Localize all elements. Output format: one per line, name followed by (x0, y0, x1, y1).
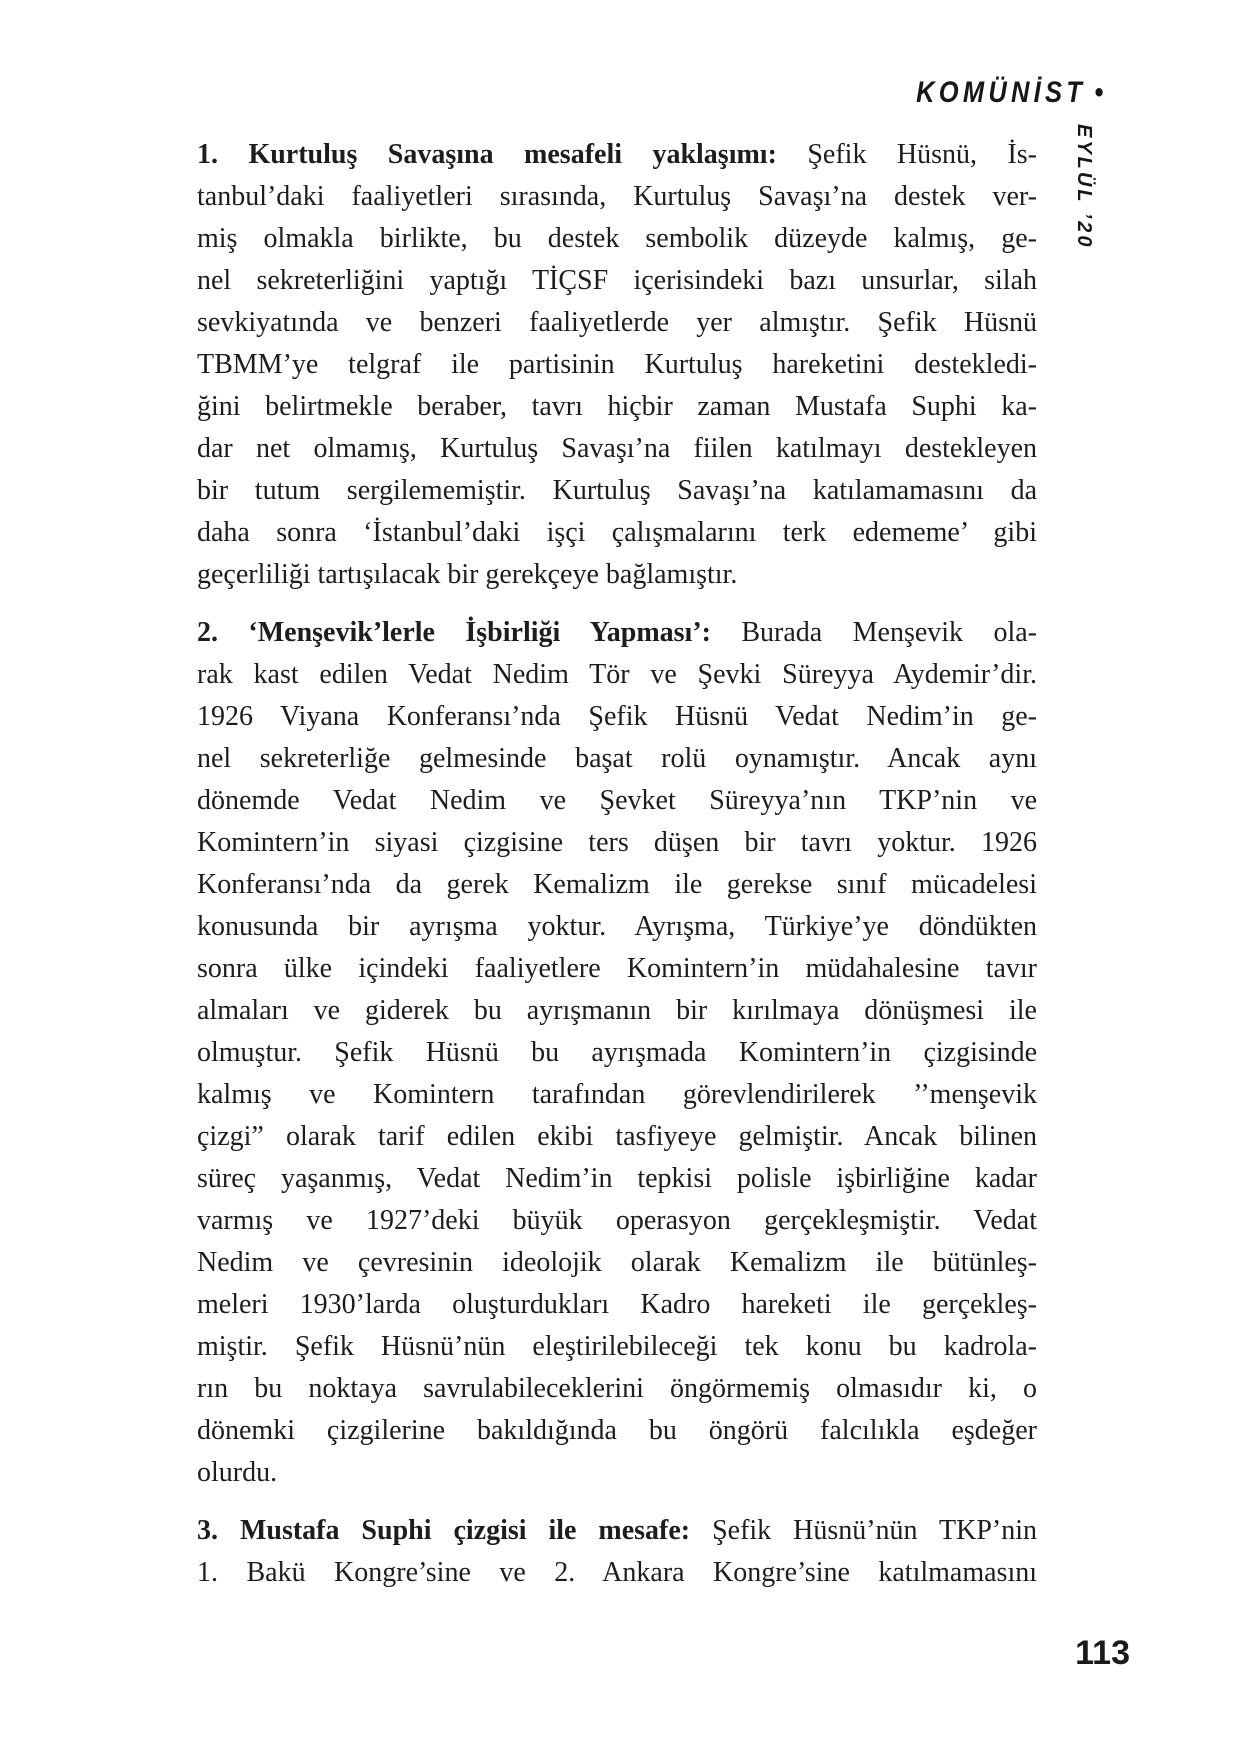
text-line: miştir. Şefik Hüsnü’nün eleştirilebileceği tek konu bu kadrola- (197, 1331, 1037, 1362)
text-line: çizgi” olarak tarif edilen ekibi tasfiyeye gelmiştir. Ancak bilinen (197, 1121, 1037, 1152)
text-line: miş olmakla birlikte, bu destek sembolik düzeyde kalmış, ge- (197, 223, 1037, 254)
running-head (917, 76, 1104, 110)
text-line: daha sonra ‘İstanbul’daki işçi çalışmalarını terk edememe’ gibi (197, 517, 1037, 548)
text-line: Komintern’in siyasi çizgisine ters düşen bir tavrı yoktur. 1926 (197, 827, 1037, 858)
text-line: dönemde Vedat Nedim ve Şevket Süreyya’nın TKP’nin ve (197, 785, 1037, 816)
body-text (197, 134, 1037, 1594)
text-line: dönemki çizgilerine bakıldığında bu öngörü falcılıkla eşdeğer (197, 1415, 1037, 1446)
text-line: 1. Bakü Kongre’sine ve 2. Ankara Kongre’sine katılmamasını (197, 1557, 1037, 1588)
text-line: Nedim ve çevresinin ideolojik olarak Kemalizm ile bütünleş- (197, 1247, 1037, 1278)
text-line: nel sekreterliğe gelmesinde başat rolü oynamıştır. Ancak aynı (197, 743, 1037, 774)
text-line: TBMM’ye telgraf ile partisinin Kurtuluş hareketini destekledi- (197, 349, 1037, 380)
text-line: bir tutum sergilememiştir. Kurtuluş Savaşı’na katılamamasını da (197, 475, 1037, 506)
paragraph-lead: 1. Kurtuluş Savaşına mesafeli yaklaşımı: (197, 139, 777, 170)
text-line: kalmış ve Komintern tarafından görevlendirilerek ’’menşevik (197, 1079, 1037, 1110)
text-line: konusunda bir ayrışma yoktur. Ayrışma, Türkiye’ye döndükten (197, 911, 1037, 942)
text-line: varmış ve 1927’deki büyük operasyon gerçekleşmiştir. Vedat (197, 1205, 1037, 1236)
text-line (197, 612, 1037, 654)
text-line: dar net olmamış, Kurtuluş Savaşı’na fiilen katılmayı destekleyen (197, 433, 1037, 464)
text-line: rın bu noktaya savrulabileceklerini öngörmemiş olmasıdır ki, o (197, 1373, 1037, 1404)
text-line: Konferansı’nda da gerek Kemalizm ile gerekse sınıf mücadelesi (197, 869, 1037, 900)
magazine-title: KOMÜNİST (916, 76, 1087, 109)
text-line (197, 1510, 1037, 1552)
paragraph (197, 134, 1037, 596)
text-line: süreç yaşanmış, Vedat Nedim’in tepkisi polisle işbirliğine kadar (197, 1163, 1037, 1194)
lead-line-rest: Şefik Hüsnü’nün TKP’nin (690, 1515, 1037, 1546)
text-line: ğini belirtmekle beraber, tavrı hiçbir zaman Mustafa Suphi ka- (197, 391, 1037, 422)
lead-line-rest: Şefik Hüsnü, İs- (776, 139, 1037, 170)
page-number: 113 (1075, 1634, 1130, 1672)
text-line: meleri 1930’larda oluşturdukları Kadro hareketi ile gerçekleş- (197, 1289, 1037, 1320)
paragraph-lead: 2. ‘Menşevik’lerle İşbirliği Yapması’: (197, 617, 711, 648)
text-line: almaları ve giderek bu ayrışmanın bir kırılmaya dönüşmesi ile (197, 995, 1037, 1026)
text-line (197, 134, 1037, 176)
text-line: tanbul’daki faaliyetleri sırasında, Kurtuluş Savaşı’na destek ver- (197, 181, 1037, 212)
text-line: olmuştur. Şefik Hüsnü bu ayrışmada Komintern’in çizgisinde (197, 1037, 1037, 1068)
text-line: rak kast edilen Vedat Nedim Tör ve Şevki Süreyya Aydemir’dir. (197, 659, 1037, 690)
text-line: nel sekreterliğini yaptığı TİÇSF içerisindeki bazı unsurlar, silah (197, 265, 1037, 296)
issue-date-vertical: EYLÜL ’20 (1073, 124, 1095, 250)
paragraph-lead: 3. Mustafa Suphi çizgisi ile mesafe: (197, 1515, 691, 1546)
bullet-icon: • (1095, 76, 1104, 109)
paragraph (197, 1510, 1037, 1594)
text-line: sevkiyatında ve benzeri faaliyetlerde yer almıştır. Şefik Hüsnü (197, 307, 1037, 338)
text-line: 1926 Viyana Konferansı’nda Şefik Hüsnü Vedat Nedim’in ge- (197, 701, 1037, 732)
text-line: geçerliliği tartışılacak bir gerekçeye bağlamıştır. (197, 559, 738, 590)
lead-line-rest: Burada Menşevik ola- (710, 617, 1037, 648)
text-line: sonra ülke içindeki faaliyetlere Komintern’in müdahalesine tavır (197, 953, 1037, 984)
paragraph (197, 612, 1037, 1494)
text-line: olurdu. (197, 1457, 278, 1488)
